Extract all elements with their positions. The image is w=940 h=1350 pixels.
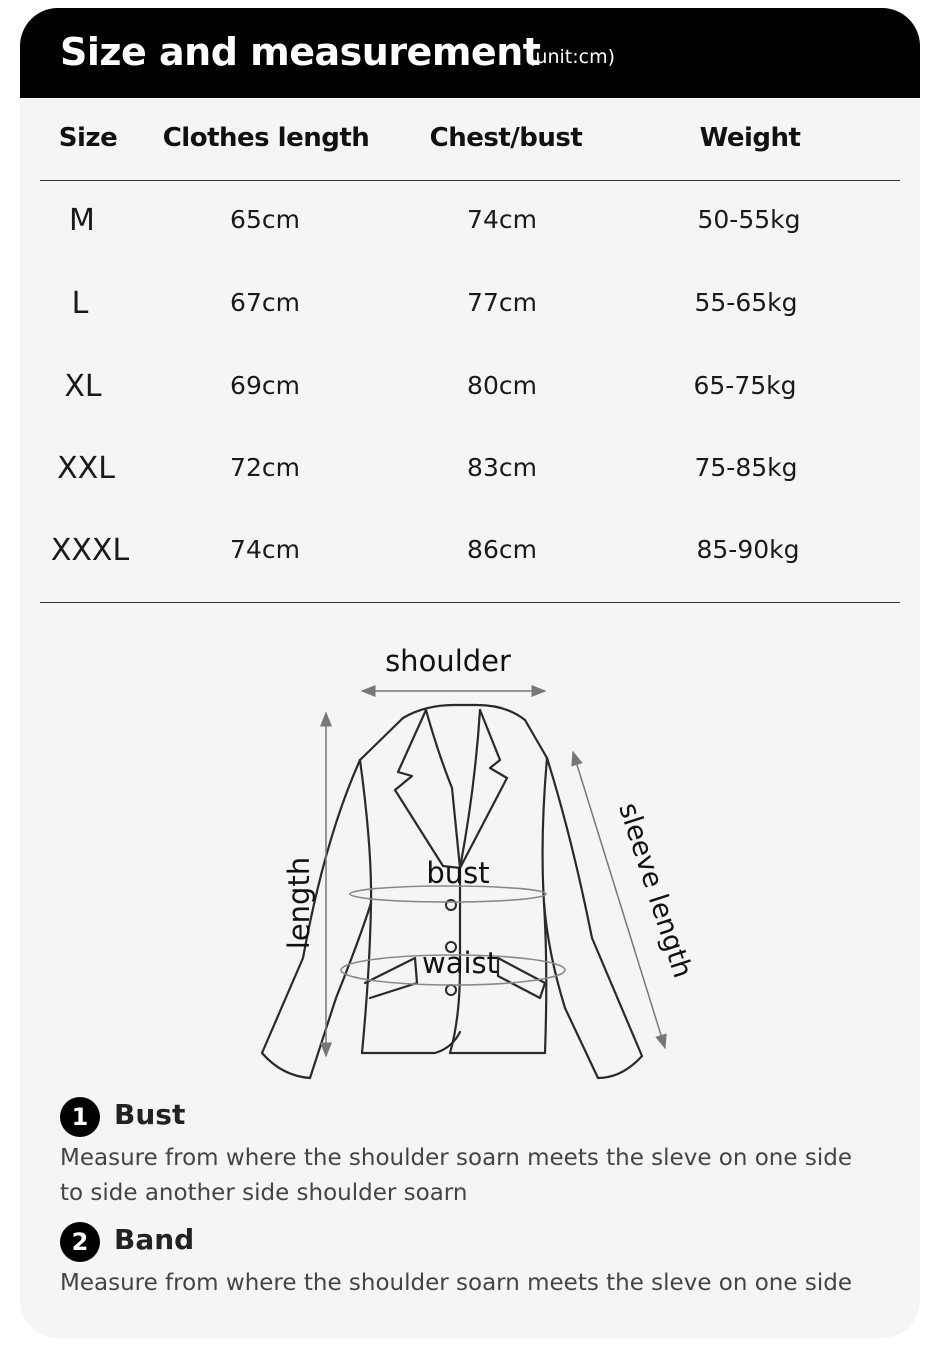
note-title: Bust xyxy=(114,1098,186,1131)
cell-chest: 74cm xyxy=(467,205,537,234)
cell-weight: 75-85kg xyxy=(694,453,798,482)
cell-length: 74cm xyxy=(230,535,300,564)
note-text xyxy=(60,1141,900,1211)
cell-chest: 83cm xyxy=(467,453,537,482)
col-header-length: Clothes length xyxy=(162,123,370,153)
label-shoulder: shoulder xyxy=(385,644,511,678)
cell-weight: 65-75kg xyxy=(693,371,797,400)
col-header-size: Size xyxy=(58,123,118,153)
unit-label: (unit:cm) xyxy=(528,46,615,68)
label-bust: bust xyxy=(426,856,490,890)
cell-length: 65cm xyxy=(230,205,300,234)
label-length: length xyxy=(282,856,316,950)
jacket-outline xyxy=(262,705,642,1078)
cell-chest: 77cm xyxy=(467,288,537,317)
step-number-badge: 1 xyxy=(60,1097,100,1137)
cell-length: 69cm xyxy=(230,371,300,400)
cell-weight: 50-55kg xyxy=(697,205,801,234)
col-header-chest: Chest/bust xyxy=(429,123,583,153)
table-top-rule xyxy=(40,180,900,181)
note-line: Measure from where the shoulder soarn meets the sleve on one side xyxy=(60,1145,852,1171)
cell-weight: 55-65kg xyxy=(694,288,798,317)
cell-chest: 80cm xyxy=(467,371,537,400)
measure-arrows xyxy=(326,691,665,1056)
cell-size: L xyxy=(71,286,89,321)
label-waist: waist xyxy=(421,946,499,980)
cell-size: XXL xyxy=(57,451,115,486)
note-line: Measure from where the shoulder soarn meets the sleve on one side xyxy=(60,1270,852,1296)
cell-size: XL xyxy=(64,369,102,404)
col-header-weight: Weight xyxy=(699,123,801,153)
header-bar xyxy=(20,8,920,98)
size-chart-card xyxy=(20,8,920,1338)
cell-size: M xyxy=(69,203,95,238)
cell-chest: 86cm xyxy=(467,535,537,564)
step-number-badge: 2 xyxy=(60,1222,100,1262)
cell-size: XXXL xyxy=(50,533,130,568)
cell-weight: 85-90kg xyxy=(696,535,800,564)
note-title: Band xyxy=(114,1223,195,1256)
note-line: to side another side shoulder soarn xyxy=(60,1180,468,1206)
note-text xyxy=(60,1266,900,1301)
page-title: Size and measurement xyxy=(60,30,541,74)
table-bottom-rule xyxy=(40,602,900,603)
jacket-diagram xyxy=(20,638,920,1088)
label-sleeve-length: sleeve length xyxy=(612,799,698,982)
cell-length: 67cm xyxy=(230,288,300,317)
cell-length: 72cm xyxy=(230,453,300,482)
